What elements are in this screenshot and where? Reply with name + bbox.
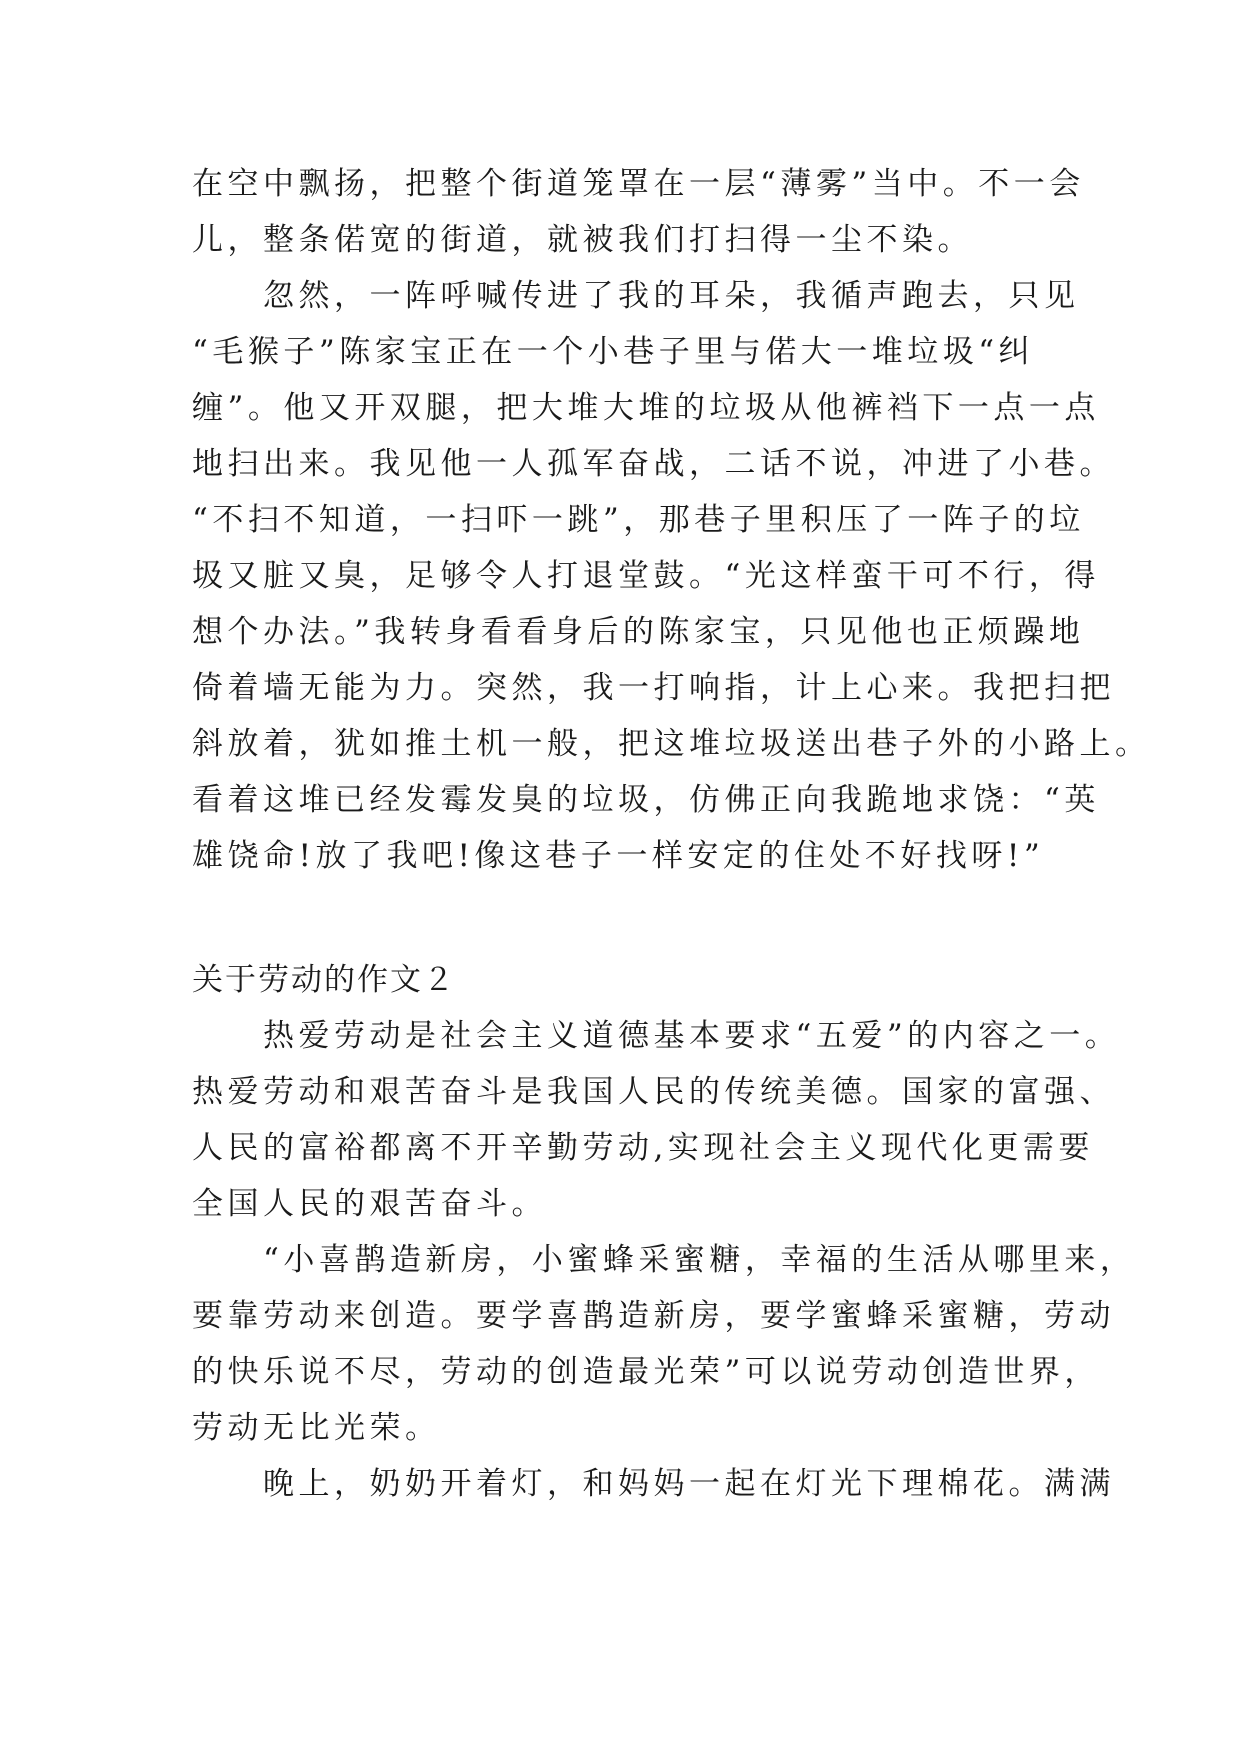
text-line: 地扫出来。我见他一人孤军奋战，二话不说，冲进了小巷。: [192, 446, 1115, 482]
text-line: 缠”。他又开双腿，把大堆大堆的垃圾从他裤裆下一点一点: [192, 390, 1100, 426]
text-line: 圾又脏又臭，足够令人打退堂鼓。“光这样蛮干可不行，得: [192, 558, 1100, 594]
text-line: 想个办法。”我转身看看身后的陈家宝，只见他也正烦躁地: [192, 614, 1085, 650]
text-line: 忽然，一阵呼喊传进了我的耳朵，我循声跑去，只见: [192, 278, 1080, 314]
text-line: 全国人民的艰苦奋斗。: [192, 1186, 547, 1222]
text-line: 人民的富裕都离不开辛勤劳动,实现社会主义现代化更需要: [192, 1130, 1094, 1166]
text-line: 在空中飘扬，把整个街道笼罩在一层“薄雾”当中。不一会: [192, 166, 1085, 202]
text-line: 雄饶命!放了我吧!像这巷子一样安定的住处不好找呀!”: [192, 838, 1045, 874]
text-line: 热爱劳动是社会主义道德基本要求“五爱”的内容之一。: [192, 1018, 1121, 1054]
text-line: 儿，整条偌宽的街道，就被我们打扫得一尘不染。: [192, 222, 973, 258]
text-line: 热爱劳动和艰苦奋斗是我国人民的传统美德。国家的富强、: [192, 1074, 1115, 1110]
text-line: 的快乐说不尽，劳动的创造最光荣”可以说劳动创造世界，: [192, 1354, 1100, 1390]
text-line: 晚上，奶奶开着灯，和妈妈一起在灯光下理棉花。满满: [192, 1466, 1115, 1502]
section-heading: 关于劳动的作文２: [192, 962, 456, 998]
text-line: 倚着墙无能为力。突然，我一打响指，计上心来。我把扫把: [192, 670, 1115, 706]
text-line: 斜放着，犹如推土机一般，把这堆垃圾送出巷子外的小路上。: [192, 726, 1151, 762]
text-line: “不扫不知道，一扫吓一跳”，那巷子里积压了一阵子的垃: [192, 502, 1085, 538]
text-line: “小喜鹊造新房，小蜜蜂采蜜糖，幸福的生活从哪里来，: [192, 1242, 1136, 1278]
text-line: 看着这堆已经发霉发臭的垃圾，仿佛正向我跪地求饶：“英: [192, 782, 1100, 818]
text-line: 劳动无比光荣。: [192, 1410, 441, 1446]
text-line: “毛猴子”陈家宝正在一个小巷子里与偌大一堆垃圾“纠: [192, 334, 1035, 370]
text-line: 要靠劳动来创造。要学喜鹊造新房，要学蜜蜂采蜜糖，劳动: [192, 1298, 1115, 1334]
